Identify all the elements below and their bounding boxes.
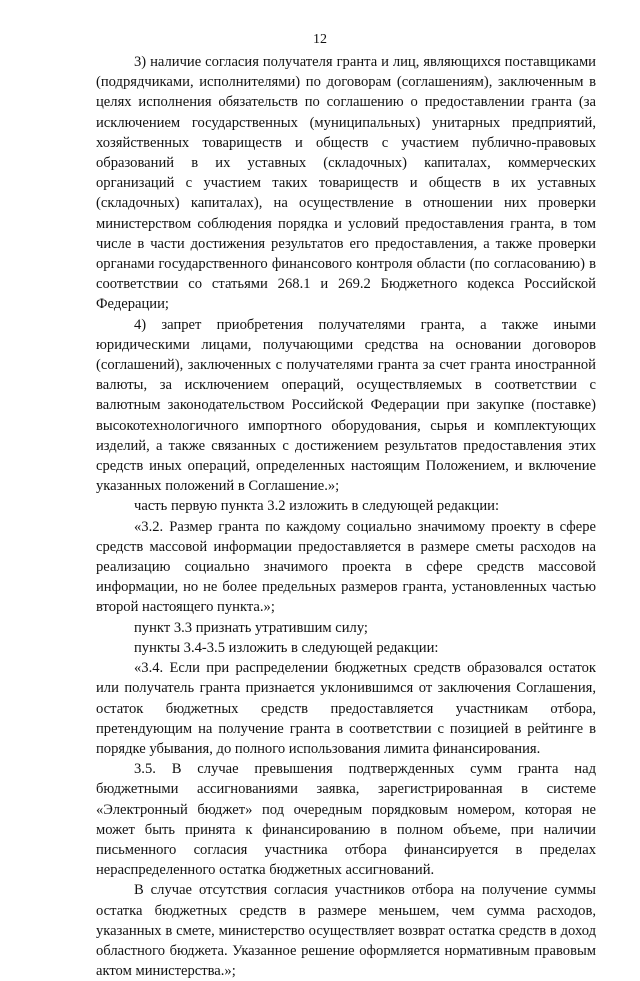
paragraph-amend-3-2-intro: часть первую пункта 3.2 изложить в следующей редакции: [134,498,499,515]
paragraph-clause-3-5: 3.5. В случае превышения подтвержденных сумм гранта над бюджетными ассигнованиями заявка, зарегистрированная в системе «Электронный бюджет» под очередным порядковым номером, которая не может быть принята к финансированию в полном объеме, при наличии письменного согласия участника отбора финансируется в пределах нераспределенного остатка бюджетных ассигнований. [96,761,596,879]
document-body [96,52,596,981]
page-number: 12 [313,32,327,47]
paragraph-clause-3-4: «3.4. Если при распределении бюджетных средств образовался остаток или получатель гранта признается уклонившимся от заключения Соглашения, остаток бюджетных средств предоставляется участникам отбора, претендующим на получение гранта в соответствии с позицией в рейтинге в порядке убывания, до полного использования лимита финансирования. [96,660,596,757]
paragraph-item-4-currency-ban: 4) запрет приобретения получателями гранта, а также иными юридическими лицами, получающими средства на основании договоров (соглашений), заключенных с получателями гранта за счет гранта иностранной валюты, за исключением операций, осуществляемых в соответствии с валютным законодательством Российской Федерации при закупке (поставке) высокотехнологичного импортного оборудования, сырья и комплектующих изделий, а также связанных с достижением результатов предоставления этих средств иных операций, определенных настоящим Положением, и включение указанных положений в Соглашение.»; [96,316,596,495]
paragraph-clause-3-5-part-2: В случае отсутствия согласия участников отбора на получение суммы остатка бюджетных средств в размере меньшем, чем сумма расходов, указанных в смете, министерство осуществляет возврат остатка средств в доход областного бюджета. Указанное решение оформляется нормативным правовым актом министерства.»; [96,882,596,980]
paragraph-amend-3-4-3-5-intro: пункты 3.4-3.5 изложить в следующей редакции: [134,639,439,656]
paragraph-clause-3-2: «3.2. Размер гранта по каждому социально значимому проекту в сфере средств массовой информации предоставляется в размере сметы расходов на реализацию социально значимого проекта в сфере средств массовой информации, но не более предельных размеров гранта, установленных частью второй настоящего пункта.»; [96,518,596,616]
paragraph-clause-3-3-repeal: пункт 3.3 признать утратившим силу; [134,619,368,636]
paragraph-item-3-consent: 3) наличие согласия получателя гранта и лиц, являющихся поставщиками (подрядчиками, исполнителями) по договорам (соглашениям), заключенным в целях исполнения обязательств по соглашению о предоставлении гранта (за исключением государственных (муниципальных) унитарных предприятий, хозяйственных товариществ и обществ с участием публично-правовых образований в их уставных (складочных) капиталах, коммерческих организаций с участием таких товариществ и обществ в их уставных (складочных) капиталах), на осуществление в отношении них проверки министерством соблюдения порядка и условий предоставления гранта, в том числе в части достижения результатов его предоставления, а также проверки органами государственного финансового контроля области (по согласованию) в соответствии со статьями 268.1 и 269.2 Бюджетного кодекса Российской Федерации; [96,54,596,313]
